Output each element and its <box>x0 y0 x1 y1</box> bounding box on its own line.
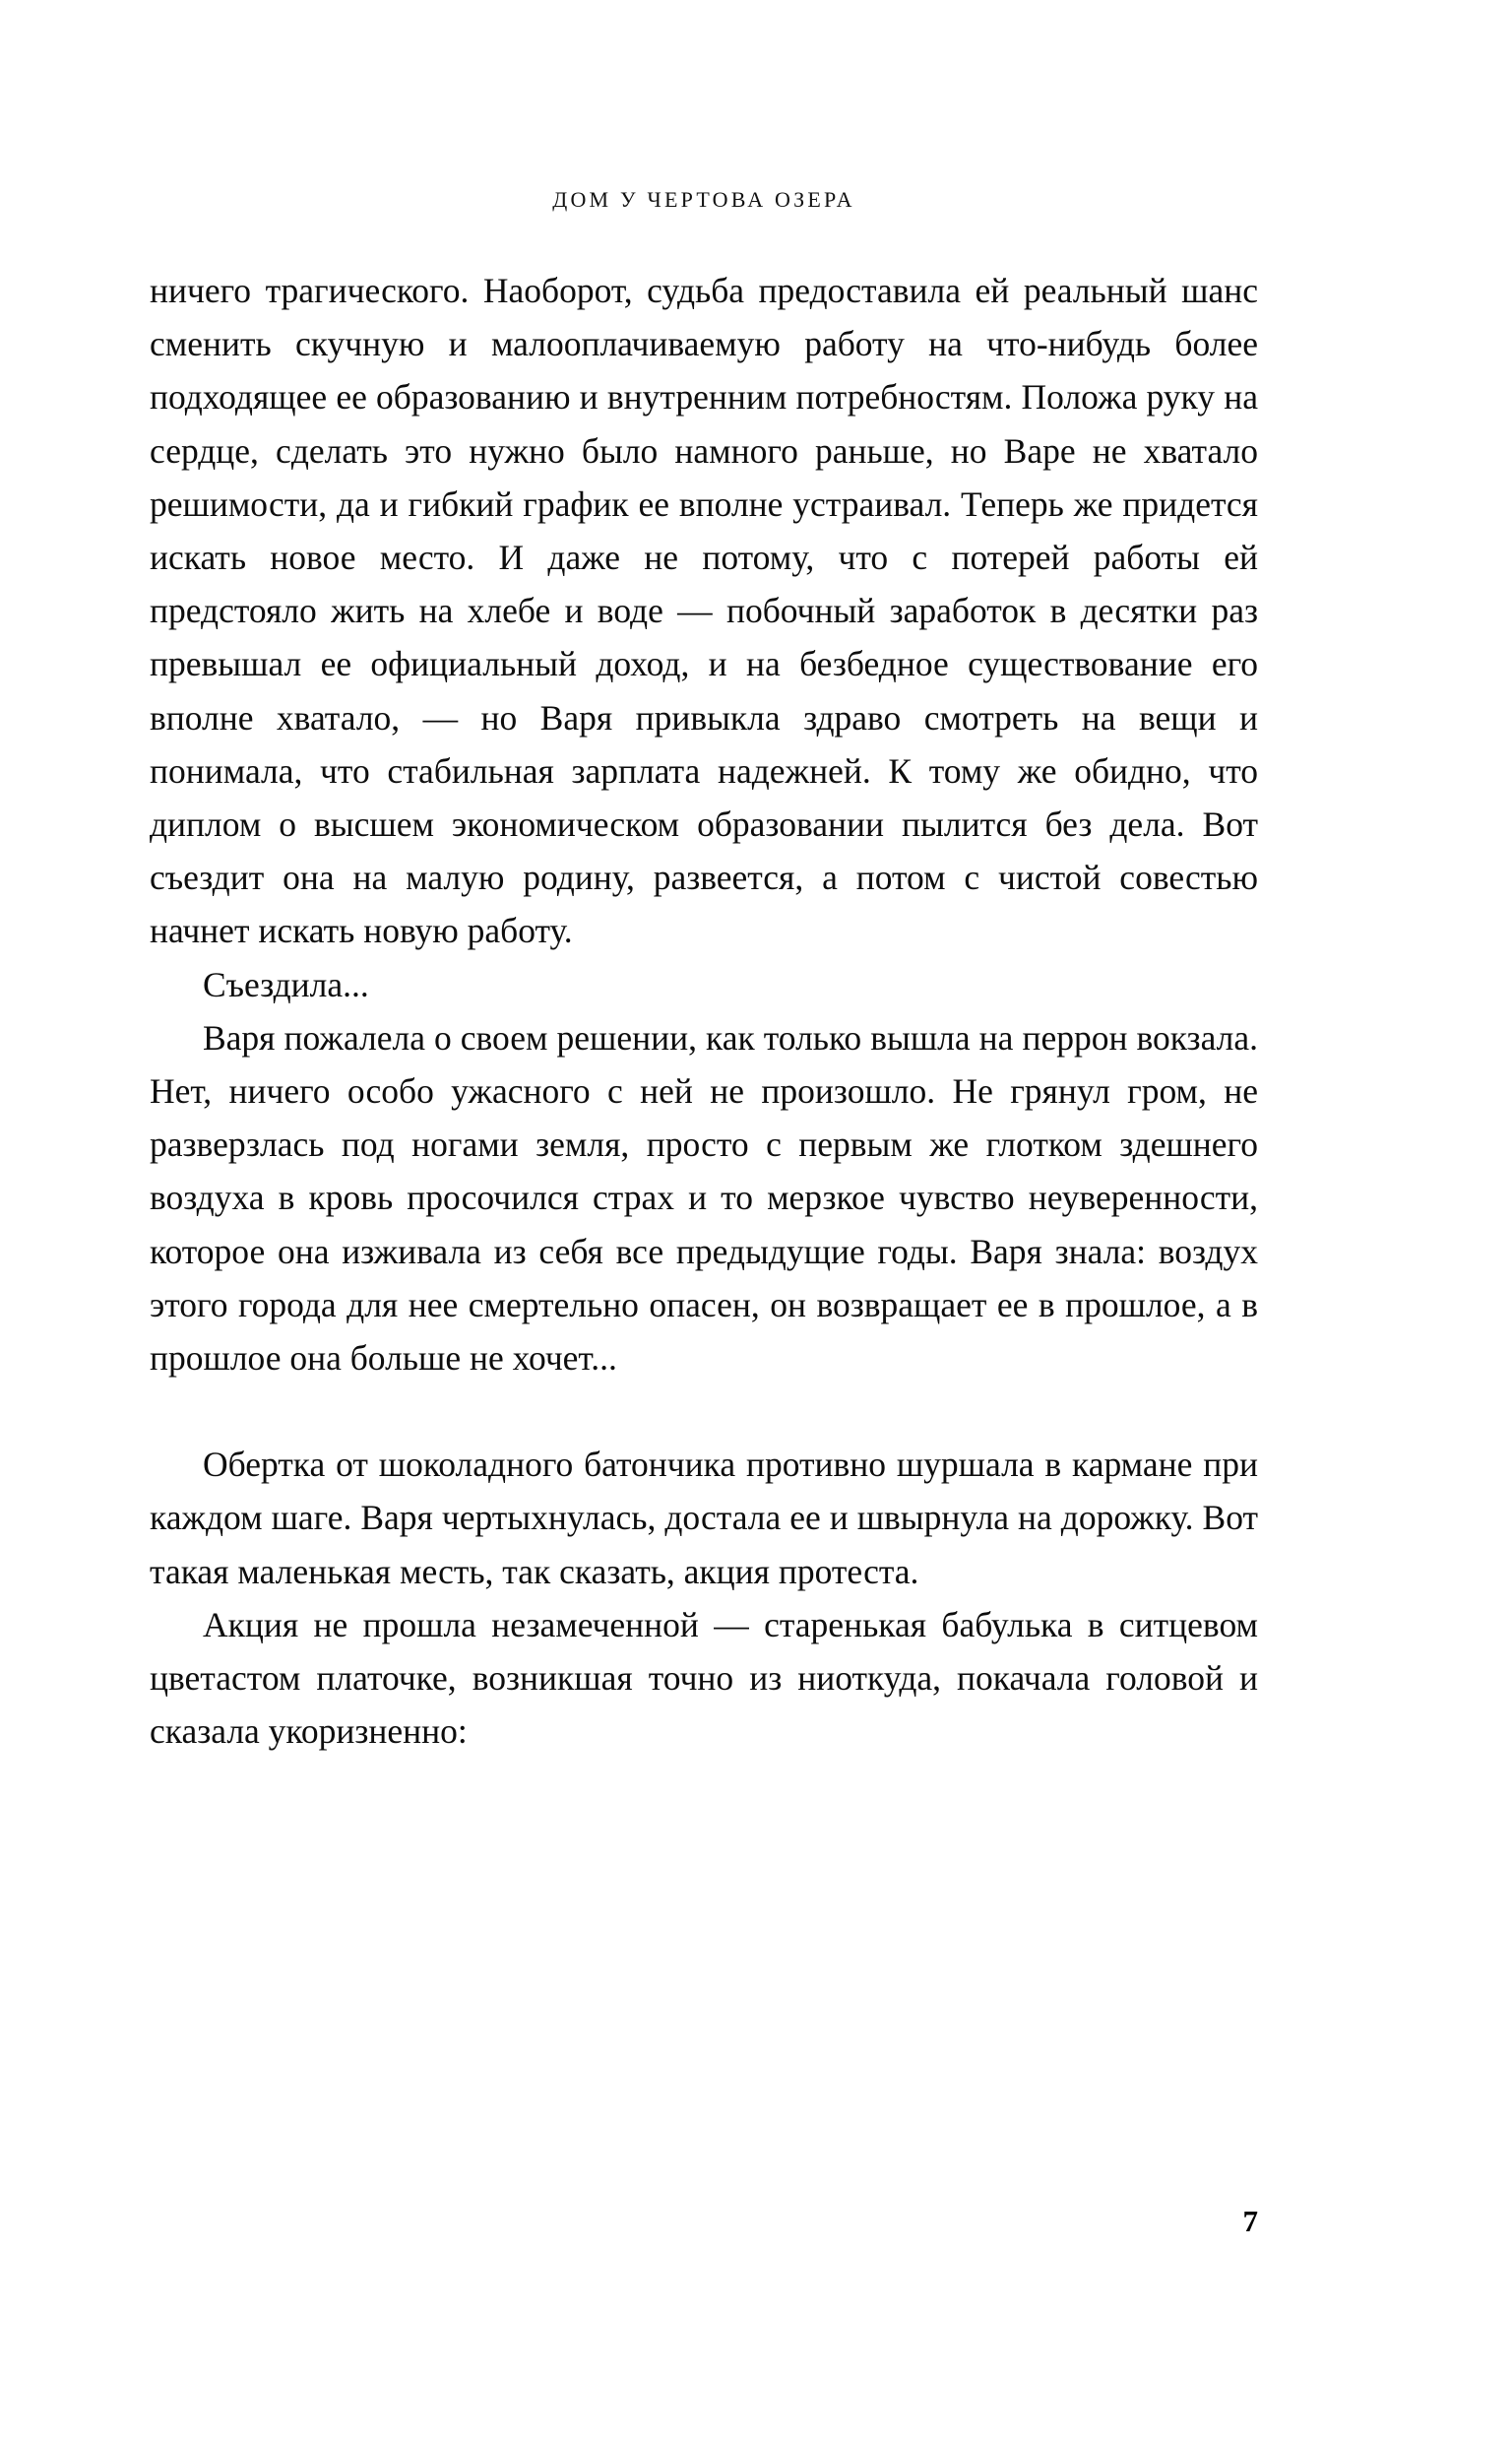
paragraph-4: Обертка от шоколадного батончика противно шуршала в кармане при каждом шаге. Варя чертыхнулась, достала ее и швырнула на дорожку. Вот такая маленькая месть, так сказать, акция протеста. <box>150 1445 1258 1591</box>
page-number: 7 <box>1242 2204 1258 2238</box>
paragraph-2: Съездила... <box>203 964 369 1004</box>
paragraph-spacer <box>150 1384 1258 1438</box>
running-head: ДОМ У ЧЕРТОВА ОЗЕРА <box>552 187 855 212</box>
paragraph-1: ничего трагического. Наоборот, судьба предоставила ей реальный шанс сменить скучную и малооплачиваемую работу на что-нибудь более подходящее ее образованию и внутренним потребностям. Положа руку на сердце, сделать это нужно было намного раньше, но Варе не хватало решимости, да и гибкий график ее вполне устраивал. Теперь же придется искать новое место. И даже не потому, что с потерей работы ей предстояло жить на хлебе и воде — побочный заработок в десятки раз превышал ее официальный доход, и на безбедное существование его вполне хватало, — но Варя привыкла здраво смотреть на вещи и понимала, что стабильная зарплата надежней. К тому же обидно, что диплом о высшем экономическом образовании пылится без дела. Вот съездит она на малую родину, развеется, а потом с чистой совестью начнет искать новую работу. <box>150 271 1258 951</box>
body-text-block <box>150 264 1258 1758</box>
paragraph-5: Акция не прошла незамеченной — старенькая бабулька в ситцевом цветастом платочке, возникшая точно из ниоткуда, покачала головой и сказала укоризненно: <box>150 1604 1258 1752</box>
paragraph-3: Варя пожалела о своем решении, как только вышла на перрон вокзала. Нет, ничего особо ужасного с ней не произошло. Не грянул гром, не разверзлась под ногами земля, просто с первым же глотком здешнего воздуха в кровь просочился страх и то мерзкое чувство неуверенности, которое она изживала из себя все предыдущие годы. Варя знала: воздух этого города для нее смертельно опасен, он возвращает ее в прошлое, а в прошлое она больше не хочет... <box>150 1017 1258 1379</box>
